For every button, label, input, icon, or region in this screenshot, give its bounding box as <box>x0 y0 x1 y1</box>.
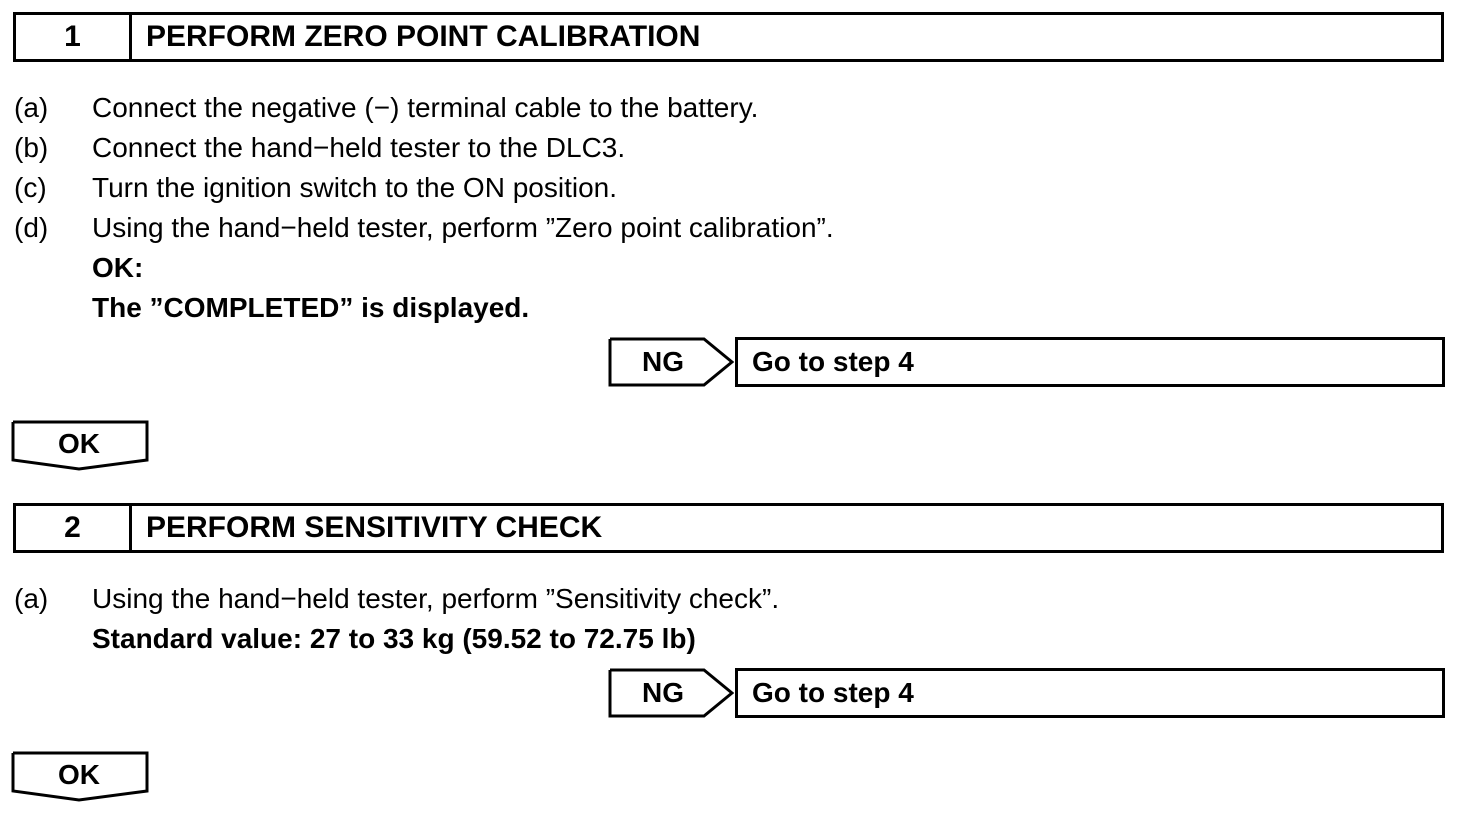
step-2-ng-tag[interactable] <box>608 668 734 718</box>
step-1-title: PERFORM ZERO POINT CALIBRATION <box>146 20 701 53</box>
step-2-item-a-letter: (a) <box>14 583 49 614</box>
step-1-item-d-letter: (d) <box>14 212 49 243</box>
step-2-standard-value: Standard value: 27 to 33 kg (59.52 to 72.75 lb) <box>92 623 696 654</box>
step-1-item-b-text: Connect the hand−held tester to the DLC3. <box>92 132 626 163</box>
step-2-goto-step-4[interactable]: Go to step 4 <box>735 668 1445 718</box>
step-1-ok-heading: OK: <box>92 252 144 283</box>
step-1-goto-step-4[interactable]: Go to step 4 <box>735 337 1445 387</box>
step-2-item-a-text: Using the hand−held tester, perform ”Sensitivity check”. <box>92 583 780 614</box>
step-2-number: 2 <box>16 506 132 550</box>
step-1-number: 1 <box>16 15 132 59</box>
step-1-header <box>13 12 1444 62</box>
step-1-ok-label: OK <box>58 428 100 459</box>
step-1-item-c-letter: (c) <box>14 172 47 203</box>
step-1-ok-detail: The ”COMPLETED” is displayed. <box>92 292 530 323</box>
step-1-item-d-text: Using the hand−held tester, perform ”Zero point calibration”. <box>92 212 834 243</box>
step-2-header <box>13 503 1444 553</box>
step-1-item-a-text: Connect the negative (−) terminal cable to the battery. <box>92 92 759 123</box>
step-2-ok-tag[interactable] <box>11 751 151 803</box>
step-1-item-a-letter: (a) <box>14 92 49 123</box>
step-1-ng-tag[interactable] <box>608 337 734 387</box>
step-1-item-b-letter: (b) <box>14 132 49 163</box>
step-2-ng-label: NG <box>642 677 684 708</box>
step-1-ng-label: NG <box>642 346 684 377</box>
step-1-ok-tag[interactable] <box>11 420 151 472</box>
step-2-title: PERFORM SENSITIVITY CHECK <box>146 511 603 544</box>
step-1-item-c-text: Turn the ignition switch to the ON position. <box>92 172 617 203</box>
step-2-ok-label: OK <box>58 759 100 790</box>
